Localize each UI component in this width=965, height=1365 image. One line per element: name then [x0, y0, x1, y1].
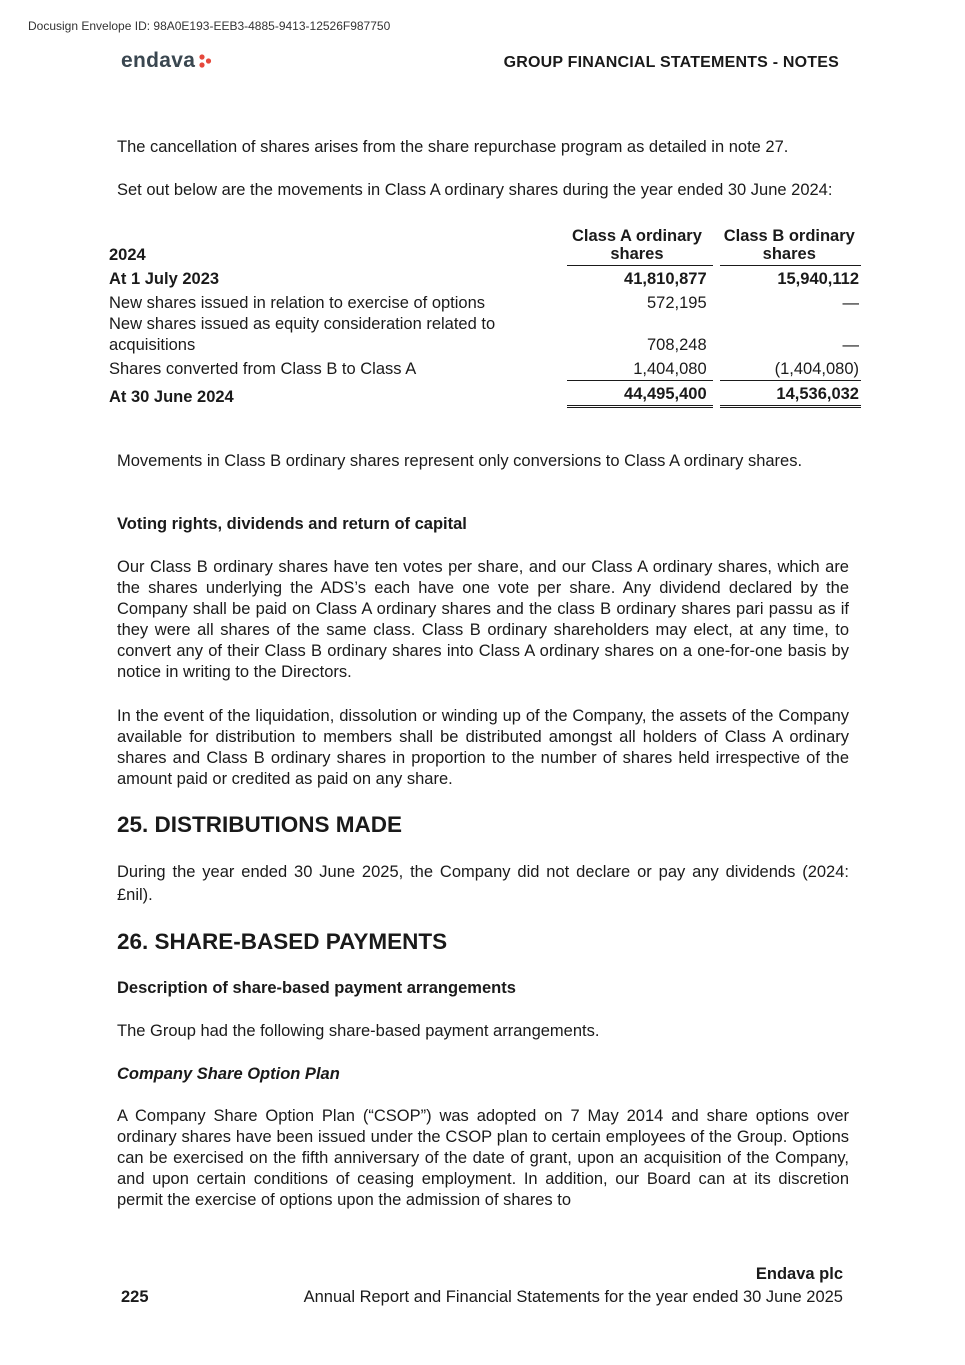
- cancellation-paragraph: The cancellation of shares arises from the share repurchase program as detailed in note 27.: [117, 138, 789, 156]
- voting-rights-paragraph: Our Class B ordinary shares have ten votes per share, and our Class A ordinary shares, which are the shares underlying the ADS’s each have one vote per share. Any dividend declared by the Company shall be paid on Class A ordinary shares and the class B ordinary shares pari passu as if they were all shares of the same class. Class B ordinary shareholders may elect, at any time, to convert any of their Class B ordinary shares into Class A ordinary shares on a one-for-one basis by notice in writing to the Directors.: [117, 558, 849, 681]
- class-a-value: 708,248: [646, 336, 707, 354]
- voting-rights-heading: Voting rights, dividends and return of capital: [117, 515, 467, 533]
- class-a-value: 1,404,080: [633, 360, 707, 378]
- table-row: [109, 356, 861, 380]
- table-row: [109, 314, 861, 356]
- row-label: New shares issued in relation to exercise of options: [109, 294, 486, 312]
- share-movements-table: [109, 227, 861, 408]
- row-label: At 1 July 2023: [109, 270, 220, 288]
- movements-class-b-paragraph: Movements in Class B ordinary shares represent only conversions to Class A ordinary shares.: [117, 452, 803, 470]
- class-b-value: 15,940,112: [777, 270, 859, 288]
- share-based-arrangements-heading: Description of share-based payment arrangements: [117, 979, 516, 997]
- footer-report-title: Annual Report and Financial Statements for the year ended 30 June 2025: [303, 1288, 843, 1306]
- page-number: 225: [121, 1288, 149, 1306]
- endava-logo: [121, 49, 213, 73]
- section-header-title: GROUP FINANCIAL STATEMENTS - NOTES: [503, 54, 839, 71]
- csop-heading: Company Share Option Plan: [117, 1065, 340, 1083]
- csop-paragraph: A Company Share Option Plan (“CSOP”) was adopted on 7 May 2014 and share options over ordinary shares have been issued under the CSOP plan to certain employees of the Group. Options can be exercised on the fifth anniversary of the date of grant, upon an acquisition of the Company, and upon certain conditions of ceasing employment. In addition, our Board can at its discretion permit the exercise of options upon the admission of shares to: [117, 1107, 849, 1209]
- table-row: [109, 266, 861, 290]
- logo-wordmark: endava: [121, 49, 196, 72]
- footer-company-name: Endava plc: [755, 1265, 843, 1283]
- section-25-heading: 25. DISTRIBUTIONS MADE: [117, 812, 403, 837]
- class-a-value: 572,195: [646, 294, 707, 312]
- logo-mark-icon: [197, 53, 213, 69]
- movements-intro-paragraph: Set out below are the movements in Class A ordinary shares during the year ended 30 June 2024:: [117, 181, 833, 199]
- col-header-class-a: Class A ordinary shares: [567, 227, 712, 266]
- share-based-intro-paragraph: The Group had the following share-based payment arrangements.: [117, 1022, 600, 1040]
- class-a-value: 41,810,877: [624, 270, 707, 288]
- table-header-row: [109, 227, 861, 266]
- section-26-heading: 26. SHARE-BASED PAYMENTS: [117, 929, 448, 954]
- table-row: [109, 290, 861, 314]
- row-label: Shares converted from Class B to Class A: [109, 360, 417, 378]
- row-label: At 30 June 2024: [109, 388, 234, 406]
- class-b-value: 14,536,032: [720, 380, 861, 408]
- docusign-envelope-id: Docusign Envelope ID: 98A0E193-EEB3-4885-9413-12526F987750: [28, 19, 391, 33]
- col-header-class-b: Class B ordinary shares: [720, 227, 861, 266]
- liquidation-paragraph: In the event of the liquidation, dissolution or winding up of the Company, the assets of the Company available for distribution to members shall be distributed amongst all holders of Class A ordinary shares and Class B ordinary shares in proportion to the number of shares held irrespective of the amount paid or credited as paid on any share.: [117, 707, 849, 788]
- class-a-value: 44,495,400: [567, 380, 712, 408]
- row-label: New shares issued as equity consideration related to acquisitions: [109, 315, 496, 354]
- year-label: 2024: [109, 246, 146, 264]
- table-row-total: [109, 380, 861, 408]
- class-b-value: (1,404,080): [774, 360, 859, 378]
- class-b-value: —: [842, 336, 859, 354]
- distributions-paragraph: During the year ended 30 June 2025, the Company did not declare or pay any dividends (2024: £nil).: [117, 863, 849, 904]
- class-b-value: —: [842, 294, 859, 312]
